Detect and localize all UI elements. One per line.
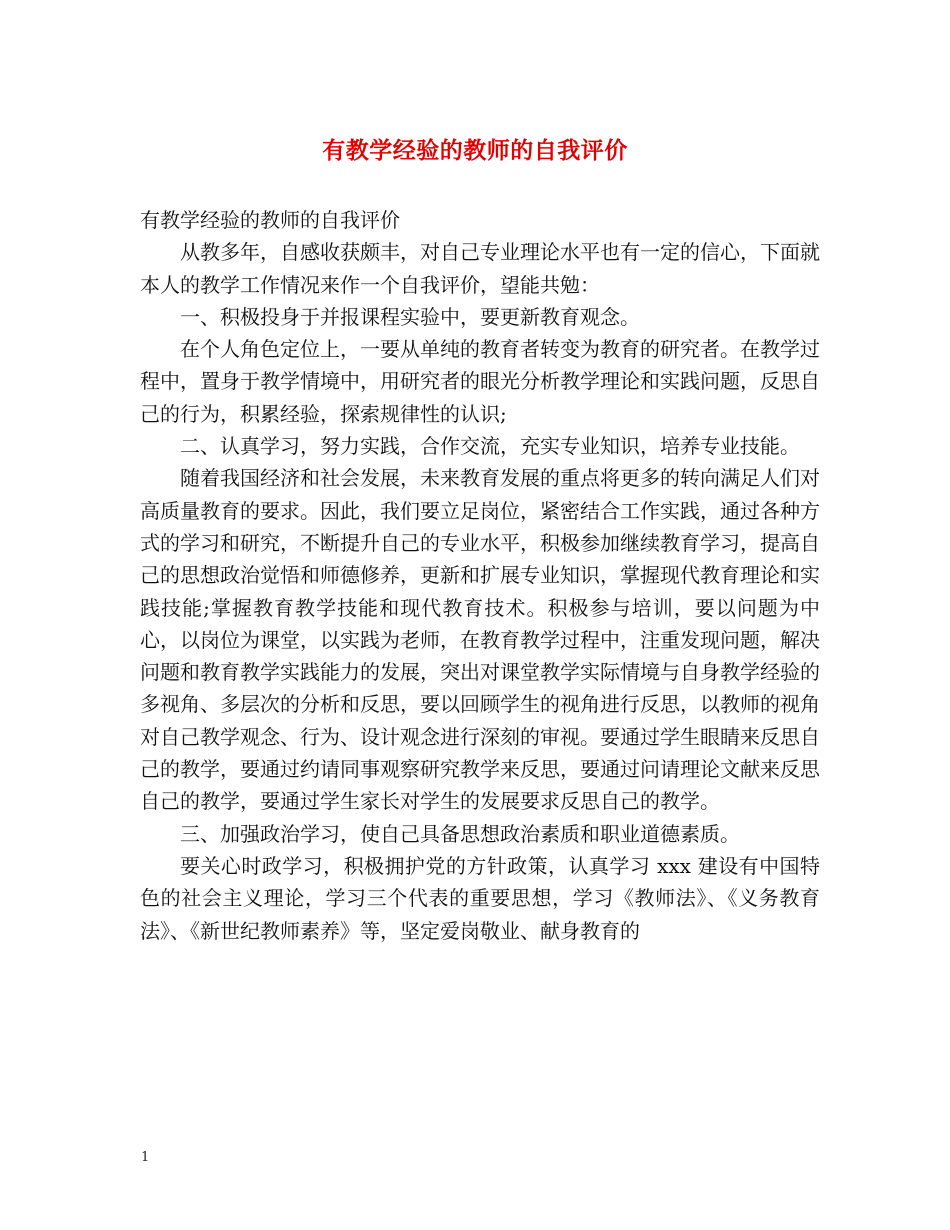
paragraph-section-3: 要关心时政学习，积极拥护党的方针政策，认真学习 xxx 建设有中国特色的社会主义理论，学习三个代表的重要思想，学习《教师法》、《义务教育法》、《新世纪教师素养》等，坚定爱岗敬业、献身教育的 [140,853,820,943]
paragraph-section-2: 随着我国经济和社会发展，未来教育发展的重点将更多的转向满足人们对高质量教育的要求。因此，我们要立足岗位，紧密结合工作实践，通过各种方式的学习和研究，不断提升自己的专业水平，积极参加继续教育学习，提高自己的思想政治觉悟和师德修养，更新和扩展专业知识，掌握现代教育理论和实践技能;掌握教育教学技能和现代教育技术。积极参与培训，要以问题为中心，以岗位为课堂，以实践为老师，在教育教学过程中，注重发现问题，解决问题和教育教学实践能力的发展，突出对课堂教学实际情境与自身教学经验的多视角、多层次的分析和反思，要以回顾学生的视角进行反思，以教师的视角对自己教学观念、行为、设计观念进行深刻的审视。要通过学生眼睛来反思自己的教学，要通过约请同事观察研究教学来反思，要通过问请理论文献来反思自己的教学，要通过学生家长对学生的发展要求反思自己的教学。 [140,466,820,814]
section-heading-3: 三、加强政治学习，使自己具备思想政治素质和职业道德素质。 [180,821,740,846]
section-heading-2: 二、认真学习，努力实践，合作交流，充实专业知识，培养专业技能。 [180,434,800,459]
body-heading: 有教学经验的教师的自我评价 [140,208,400,232]
document-title: 有教学经验的教师的自我评价 [322,137,628,164]
page-number: 1 [141,1150,150,1165]
document-body [140,204,820,947]
paragraph-intro: 从教多年，自感收获颇丰，对自己专业理论水平也有一定的信心，下面就本人的教学工作情况来作一个自我评价，望能共勉： [140,240,820,297]
section-heading-1: 一、积极投身于并报课程实验中，要更新教育观念。 [180,304,640,329]
paragraph-section-1: 在个人角色定位上，一要从单纯的教育者转变为教育的研究者。在教学过程中，置身于教学情境中，用研究者的眼光分析教学理论和实践问题，反思自己的行为，积累经验，探索规律性的认识; [140,337,820,426]
